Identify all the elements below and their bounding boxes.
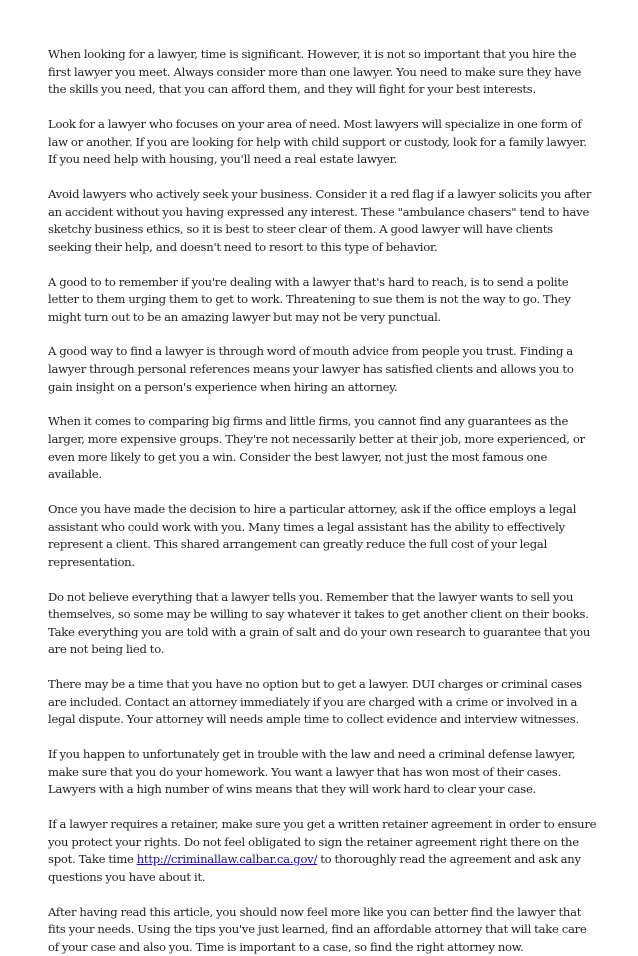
paragraph-big-vs-small-firms: When it comes to comparing big firms and little firms, you cannot find any guarantees as the larger, more expensive groups. They're not necessarily better at their job, more experienced, or even more likely to get you a win. Consider the best lawyer, not just the most famous one available. [48,414,585,482]
paragraph-closing: After having read this article, you should now feel more like you can better find the lawyer that fits your needs. Using the tips you've just learned, find an affordable attorney that will take care of your case and also you. Time is important to a case, so find the right attorney now. [48,904,587,954]
paragraph-retainer [48,816,598,886]
paragraph-hard-to-reach: A good to to remember if you're dealing with a lawyer that's hard to reach, is to send a polite letter to them urging them to get to work. Threatening to sue them is not the way to go. They might turn out to be an amazing lawyer but may not be very punctual. [48,274,571,324]
paragraph-area-of-need: Look for a lawyer who focuses on your area of need. Most lawyers will specialize in one form of law or another. If you are looking for help with child support or custody, look for a family lawyer. If you need help with housing, you'll need a real estate lawyer. [48,116,587,167]
paragraph-no-option: There may be a time that you have no option but to get a lawyer. DUI charges or criminal cases are included. Contact an attorney immediately if you are charged with a crime or involved in a legal dispute. Your attorney will needs ample time to collect evidence and interview witnesses. [48,677,582,727]
retainer-text-after-link: to thoroughly read the agreement and ask any questions you have about it. [48,852,581,884]
paragraph-avoid-solicitors: Avoid lawyers who actively seek your business. Consider it a red flag if a lawyer solicits you after an accident without you having expressed any interest. These "ambulance chasers" tend to have sketchy business ethics, so it is best to steer clear of them. A good lawyer will have clients seeking their help, and doesn't need to resort to this type of behavior. [48,186,592,254]
paragraph-do-not-believe: Do not believe everything that a lawyer tells you. Remember that the lawyer wants to sell you themselves, so some may be willing to say whatever it takes to get another client on their books. Take everything you are told with a grain of salt and do your own research to guarantee that you are not being lied to. [48,589,591,657]
calbar-link[interactable]: http://criminallaw.calbar.ca.gov/ [136,852,318,867]
paragraph-word-of-mouth: A good way to find a lawyer is through word of mouth advice from people you trust. Finding a lawyer through personal references means your lawyer has satisfied clients and allows you to gain insight on a person's experience when hiring an attorney. [48,344,574,394]
retainer-text-before-link: If a lawyer requires a retainer, make sure you get a written retainer agreement in order to ensure you protect your rights. Do not feel obligated to sign the retainer agreement right there on the spot. Take time [48,817,597,867]
paragraph-criminal-defense: If you happen to unfortunately get in trouble with the law and need a criminal defense lawyer, make sure that you do your homework. You want a lawyer that has won most of their cases. Lawyers with a high number of wins means that they will work hard to clear your case. [48,747,576,797]
paragraph-legal-assistant: Once you have made the decision to hire a particular attorney, ask if the office employs a legal assistant who could work with you. Many times a legal assistant has the ability to effectively represent a client. This shared arrangement can greatly reduce the full cost of your legal representation. [48,502,577,569]
paragraph-intro: When looking for a lawyer, time is significant. However, it is not so important that you hire the first lawyer you meet. Always consider more than one lawyer. You need to make sure they have the skills you need, that you can afford them, and they will fight for your best interests. [48,47,582,97]
